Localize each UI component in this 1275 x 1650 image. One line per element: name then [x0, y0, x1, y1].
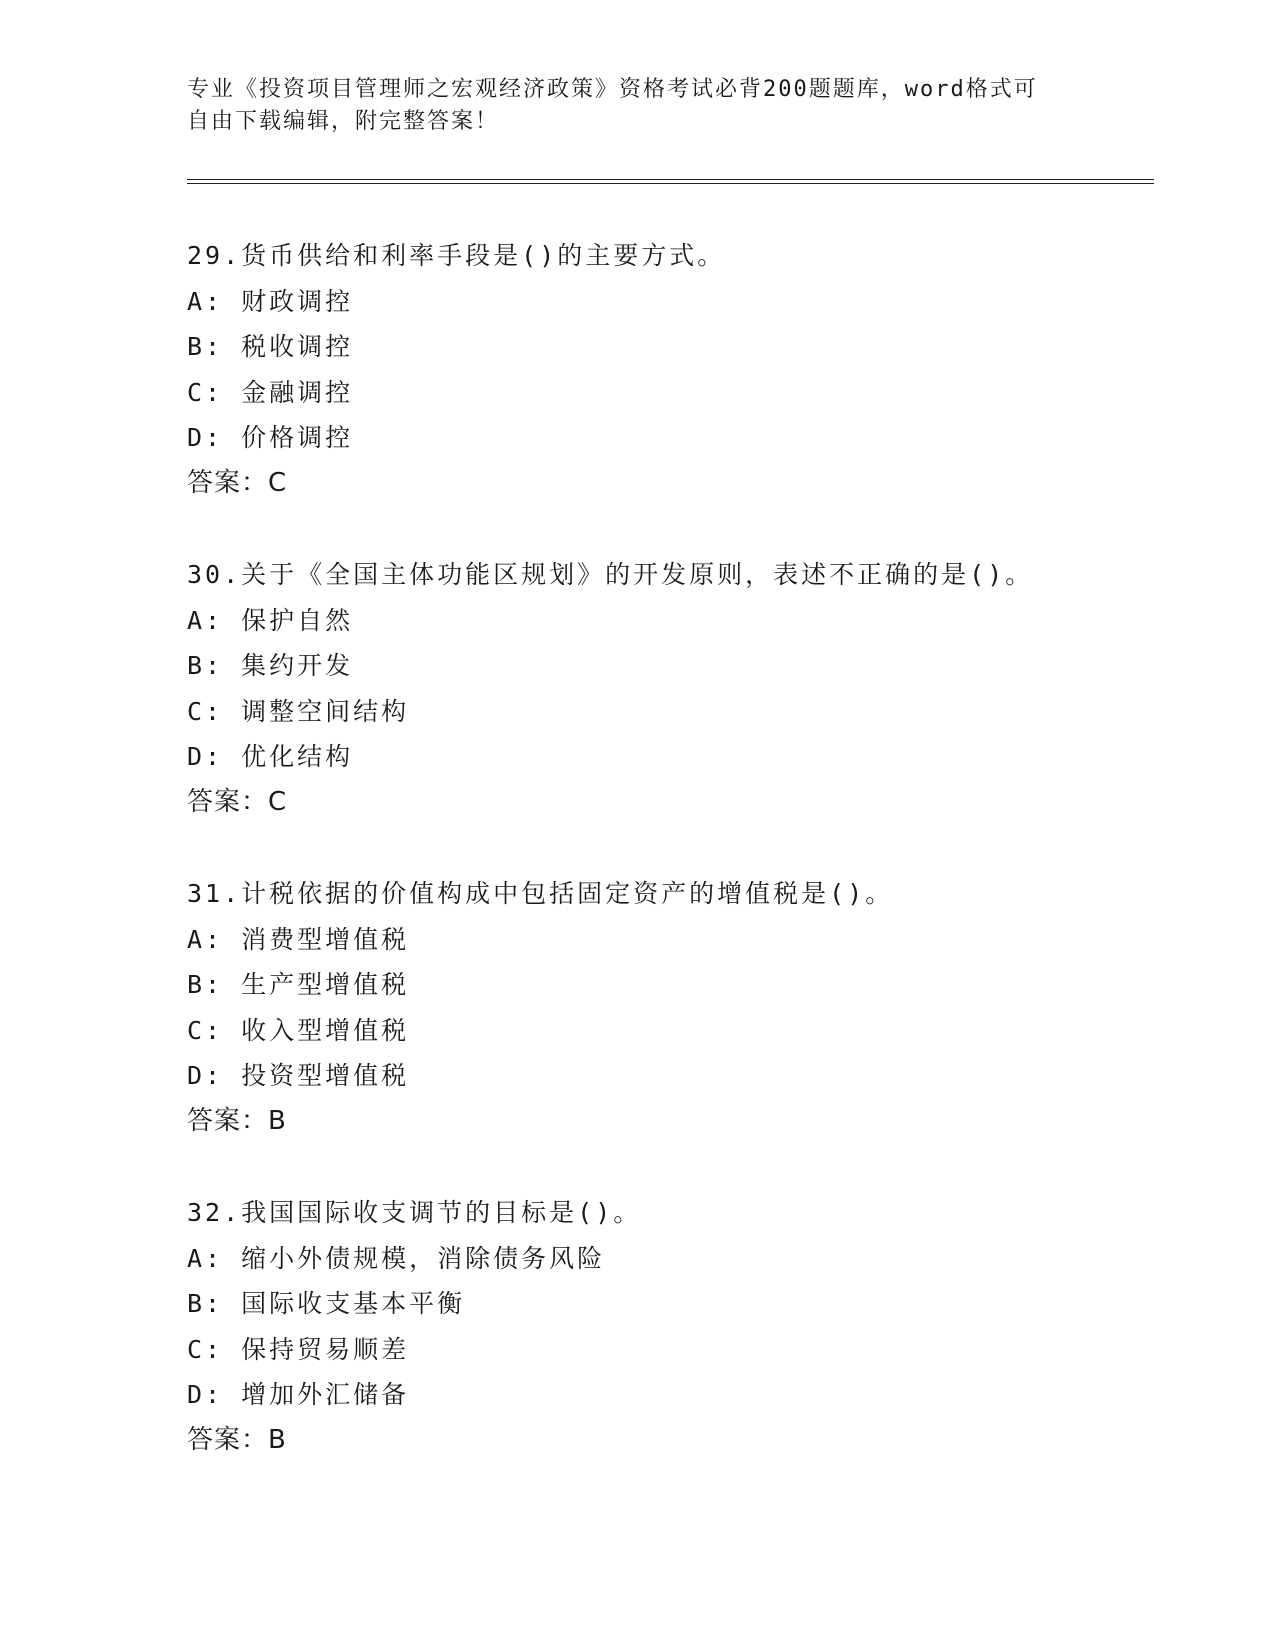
header-line-2: 自由下载编辑，附完整答案！: [187, 109, 500, 134]
option-text: 优化结构: [241, 742, 354, 771]
option-key: B:: [187, 651, 224, 680]
option-key: A:: [187, 924, 224, 954]
option-c: [187, 689, 1154, 735]
option-d: [187, 734, 1154, 780]
option-text: 价格调控: [241, 423, 354, 452]
option-b: [187, 643, 1154, 689]
option-text: 金融调控: [241, 377, 354, 407]
option-text: 集约开发: [241, 651, 354, 680]
option-key: A:: [187, 286, 224, 316]
option-text: 消费型增值税: [241, 924, 410, 954]
option-key: B:: [187, 1289, 224, 1318]
option-b: [187, 1281, 1154, 1327]
option-text: 保护自然: [241, 605, 354, 635]
option-text: 生产型增值税: [241, 970, 410, 999]
option-key: C:: [187, 1015, 224, 1045]
question-31: [187, 871, 1154, 1144]
option-key: D:: [187, 742, 224, 771]
option-key: D:: [187, 1061, 224, 1090]
answer-line: 答案：C: [187, 786, 288, 817]
option-d: [187, 415, 1154, 461]
option-text: 调整空间结构: [241, 696, 410, 726]
option-d: [187, 1372, 1154, 1418]
answer-line: 答案：B: [187, 1424, 287, 1455]
option-text: 缩小外债规模，消除债务风险: [241, 1243, 606, 1273]
header-line-1: 专业《投资项目管理师之宏观经济政策》资格考试必背200题题库，word格式可: [187, 77, 1038, 102]
option-key: D:: [187, 1380, 224, 1409]
question-29: [187, 233, 1154, 506]
option-key: B:: [187, 970, 224, 999]
option-c: [187, 370, 1154, 416]
option-key: C:: [187, 377, 224, 407]
option-b: [187, 324, 1154, 370]
option-text: 收入型增值税: [241, 1015, 410, 1045]
option-text: 税收调控: [241, 332, 354, 361]
option-text: 财政调控: [241, 286, 354, 316]
question-stem: 30.关于《全国主体功能区规划》的开发原则，表述不正确的是()。: [187, 560, 1034, 589]
option-c: [187, 1008, 1154, 1054]
option-text: 增加外汇储备: [241, 1380, 410, 1409]
option-c: [187, 1327, 1154, 1373]
option-key: A:: [187, 605, 224, 635]
document-header: [187, 74, 1067, 138]
answer-line: 答案：C: [187, 467, 288, 498]
option-a: [187, 279, 1154, 325]
option-a: [187, 1236, 1154, 1282]
option-d: [187, 1053, 1154, 1099]
option-text: 国际收支基本平衡: [241, 1289, 466, 1318]
question-32: [187, 1190, 1154, 1463]
option-key: B:: [187, 332, 224, 361]
option-key: D:: [187, 423, 224, 452]
option-a: [187, 917, 1154, 963]
question-stem: 31.计税依据的价值构成中包括固定资产的增值税是()。: [187, 879, 894, 908]
option-key: C:: [187, 1334, 224, 1364]
option-key: C:: [187, 696, 224, 726]
option-text: 投资型增值税: [241, 1061, 410, 1090]
option-key: A:: [187, 1243, 224, 1273]
question-stem: 32.我国国际收支调节的目标是()。: [187, 1198, 642, 1227]
option-a: [187, 598, 1154, 644]
question-30: [187, 552, 1154, 825]
option-text: 保持贸易顺差: [241, 1334, 410, 1364]
question-stem: 29.货币供给和利率手段是()的主要方式。: [187, 241, 726, 270]
header-divider-top: [187, 179, 1154, 180]
header-divider-bottom: [187, 183, 1154, 184]
option-b: [187, 962, 1154, 1008]
answer-line: 答案：B: [187, 1105, 287, 1136]
